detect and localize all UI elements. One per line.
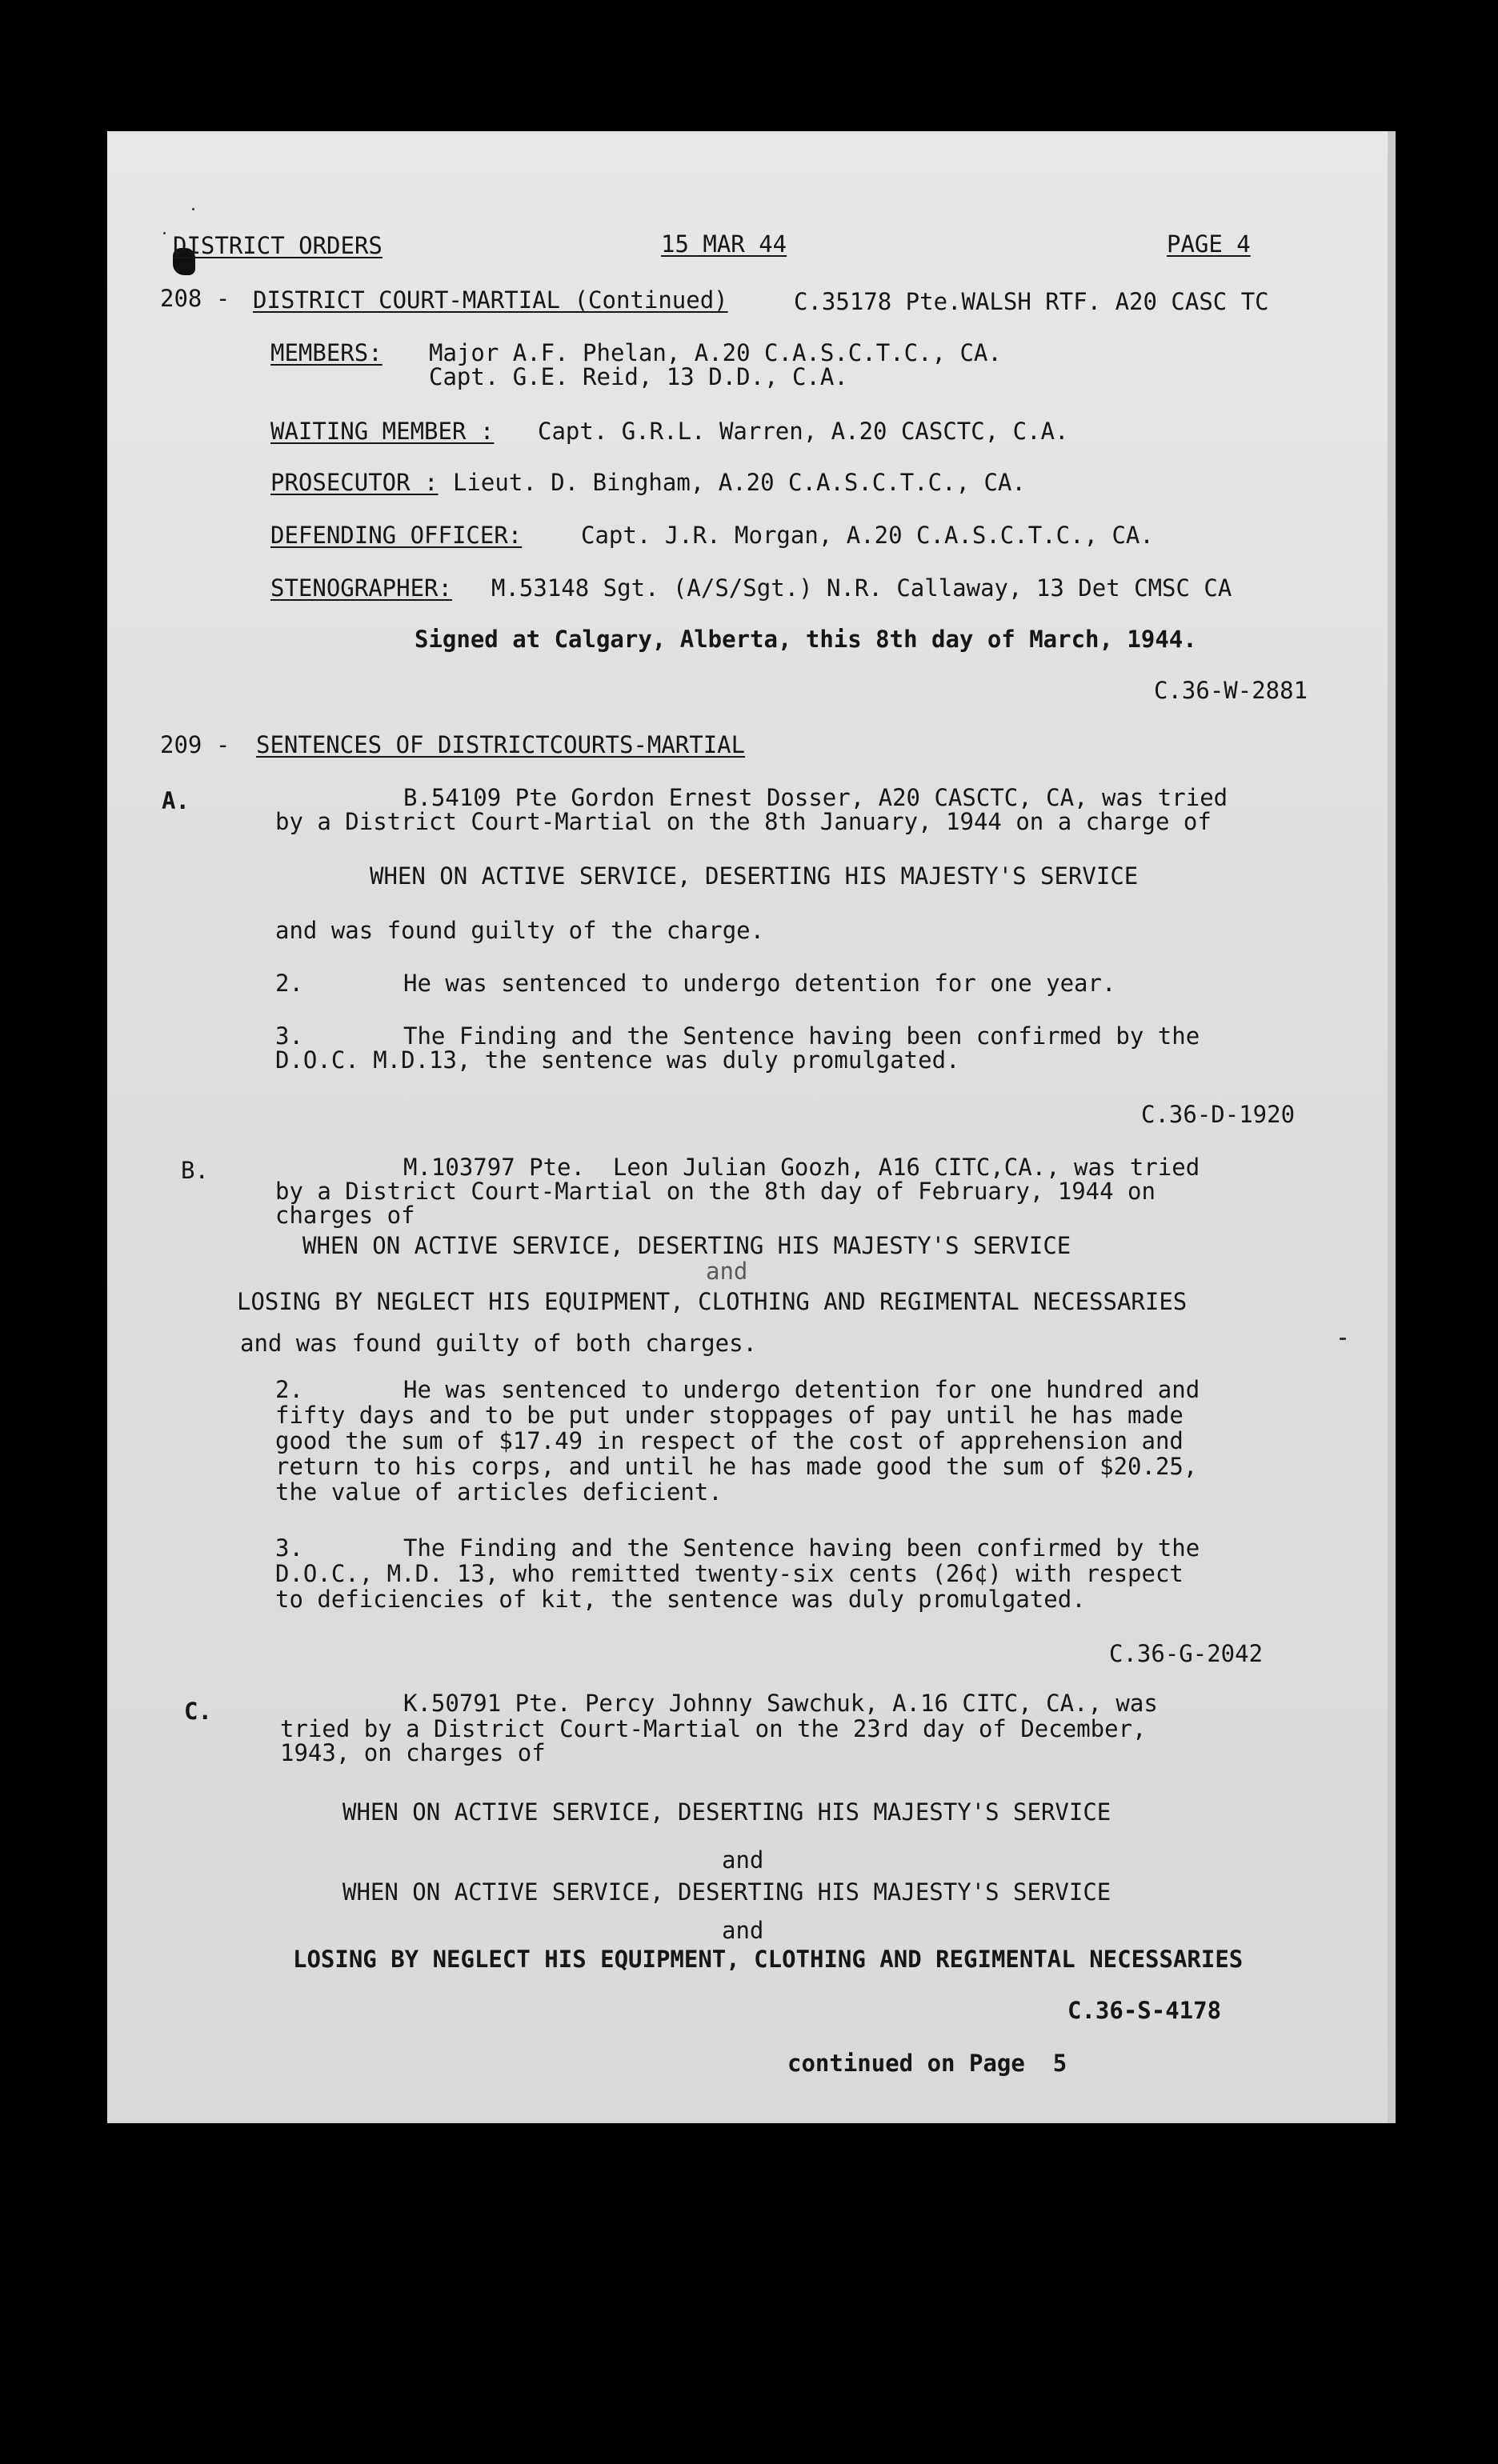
case-a-charge: WHEN ON ACTIVE SERVICE, DESERTING HIS MAJESTY'S SERVICE	[370, 862, 1139, 890]
case-c-line-3: 1943, on charges of	[280, 1739, 546, 1766]
case-c-line-1: K.50791 Pte. Percy Johnny Sawchuk, A.16 CITC, CA., was	[403, 1690, 1158, 1717]
case-b-reference: C.36-G-2042	[1109, 1640, 1264, 1667]
section-208-title: DISTRICT COURT-MARTIAL (Continued)	[253, 286, 728, 314]
case-a-para-2-number: 2.	[275, 970, 303, 997]
case-c-charge-2: WHEN ON ACTIVE SERVICE, DESERTING HIS MAJESTY'S SERVICE	[342, 1878, 1111, 1906]
case-c-line-2: tried by a District Court-Martial on the 23rd day of December,	[280, 1715, 1147, 1742]
case-a-para-2: He was sentenced to undergo detention for one year.	[403, 970, 1116, 997]
section-208-number: 208 -	[160, 285, 230, 312]
case-c-reference: C.36-S-4178	[1067, 1997, 1222, 2024]
case-a-found: and was found guilty of the charge.	[275, 917, 765, 944]
defending-officer-label: DEFENDING OFFICER:	[270, 522, 523, 549]
case-a-letter: A.	[162, 787, 190, 814]
case-c-charge-3: LOSING BY NEGLECT HIS EQUIPMENT, CLOTHING AND REGIMENTAL NECESSARIES	[293, 1946, 1244, 1973]
case-b-para-2-line-2: fifty days and to be put under stoppages of pay until he has made	[275, 1402, 1184, 1429]
case-b-para-2-line-4: return to his corps, and until he has made good the sum of $20.25,	[275, 1453, 1198, 1480]
case-a-para-3-line-1: The Finding and the Sentence having been confirmed by the	[403, 1022, 1200, 1050]
members-line-1: Major A.F. Phelan, A.20 C.A.S.C.T.C., CA.	[429, 339, 1002, 366]
section-208-subject: C.35178 Pte.WALSH RTF. A20 CASC TC	[794, 288, 1269, 315]
case-b-line-2: by a District Court-Martial on the 8th day of February, 1944 on	[275, 1178, 1156, 1205]
case-c-letter: C.	[184, 1698, 212, 1725]
case-a-para-3-number: 3.	[275, 1022, 303, 1050]
waiting-member-label: WAITING MEMBER :	[270, 418, 495, 445]
case-b-found: and was found guilty of both charges.	[240, 1330, 758, 1357]
prosecutor-value: Lieut. D. Bingham, A.20 C.A.S.C.T.C., CA.	[453, 469, 1026, 496]
section-208-reference: C.36-W-2881	[1154, 677, 1308, 704]
case-b-para-2-line-3: good the sum of $17.49 in respect of the cost of apprehension and	[275, 1427, 1184, 1454]
case-a-line-1: B.54109 Pte Gordon Ernest Dosser, A20 CASCTC, CA, was tried	[403, 784, 1228, 811]
header-district-orders: DISTRICT ORDERS	[173, 232, 383, 259]
case-b-para-2-line-5: the value of articles deficient.	[275, 1478, 723, 1506]
case-b-line-3: charges of	[275, 1202, 415, 1229]
waiting-member-value: Capt. G.R.L. Warren, A.20 CASCTC, C.A.	[538, 418, 1069, 445]
paper-speck	[163, 232, 166, 234]
case-b-charge-1: WHEN ON ACTIVE SERVICE, DESERTING HIS MAJESTY'S SERVICE	[302, 1232, 1071, 1259]
header-page: PAGE 4	[1167, 230, 1251, 258]
prosecutor-label: PROSECUTOR :	[270, 469, 439, 496]
case-c-and-2: and	[722, 1917, 764, 1944]
members-label: MEMBERS:	[270, 339, 383, 366]
header-date: 15 MAR 44	[661, 230, 787, 258]
continued-on-page: continued on Page 5	[787, 2050, 1067, 2077]
case-b-para-2-line-1: He was sentenced to undergo detention for one hundred and	[403, 1376, 1200, 1403]
case-a-line-2: by a District Court-Martial on the 8th January, 1944 on a charge of	[275, 808, 1212, 835]
signed-line: Signed at Calgary, Alberta, this 8th day of March, 1944.	[415, 626, 1197, 653]
paper-speck	[1340, 1338, 1346, 1340]
members-line-2: Capt. G.E. Reid, 13 D.D., C.A.	[429, 363, 848, 390]
defending-officer-value: Capt. J.R. Morgan, A.20 C.A.S.C.T.C., CA.	[581, 522, 1154, 549]
case-b-para-3-line-1: The Finding and the Sentence having been confirmed by the	[403, 1534, 1200, 1562]
case-c-and-1: and	[722, 1846, 764, 1874]
case-a-para-3-line-2: D.O.C. M.D.13, the sentence was duly promulgated.	[275, 1046, 960, 1074]
case-a-reference: C.36-D-1920	[1141, 1101, 1296, 1128]
case-b-para-2-number: 2.	[275, 1376, 303, 1403]
case-b-line-1: M.103797 Pte. Leon Julian Goozh, A16 CITC,CA., was tried	[403, 1154, 1200, 1181]
case-c-charge-1: WHEN ON ACTIVE SERVICE, DESERTING HIS MAJESTY'S SERVICE	[342, 1798, 1111, 1826]
case-b-and: and	[706, 1258, 748, 1285]
case-b-charge-2: LOSING BY NEGLECT HIS EQUIPMENT, CLOTHING AND REGIMENTAL NECESSARIES	[237, 1288, 1188, 1315]
section-209-number: 209 -	[160, 731, 230, 758]
case-b-para-3-number: 3.	[275, 1534, 303, 1562]
stenographer-value: M.53148 Sgt. (A/S/Sgt.) N.R. Callaway, 13 Det CMSC CA	[491, 574, 1232, 602]
case-b-para-3-line-2: D.O.C., M.D. 13, who remitted twenty-six cents (26¢) with respect	[275, 1560, 1184, 1587]
section-209-title: SENTENCES OF DISTRICTCOURTS-MARTIAL	[256, 731, 746, 758]
stenographer-label: STENOGRAPHER:	[270, 574, 452, 602]
paper-speck	[192, 208, 194, 210]
case-b-para-3-line-3: to deficiencies of kit, the sentence was duly promulgated.	[275, 1586, 1086, 1613]
case-b-letter: B.	[181, 1157, 209, 1184]
